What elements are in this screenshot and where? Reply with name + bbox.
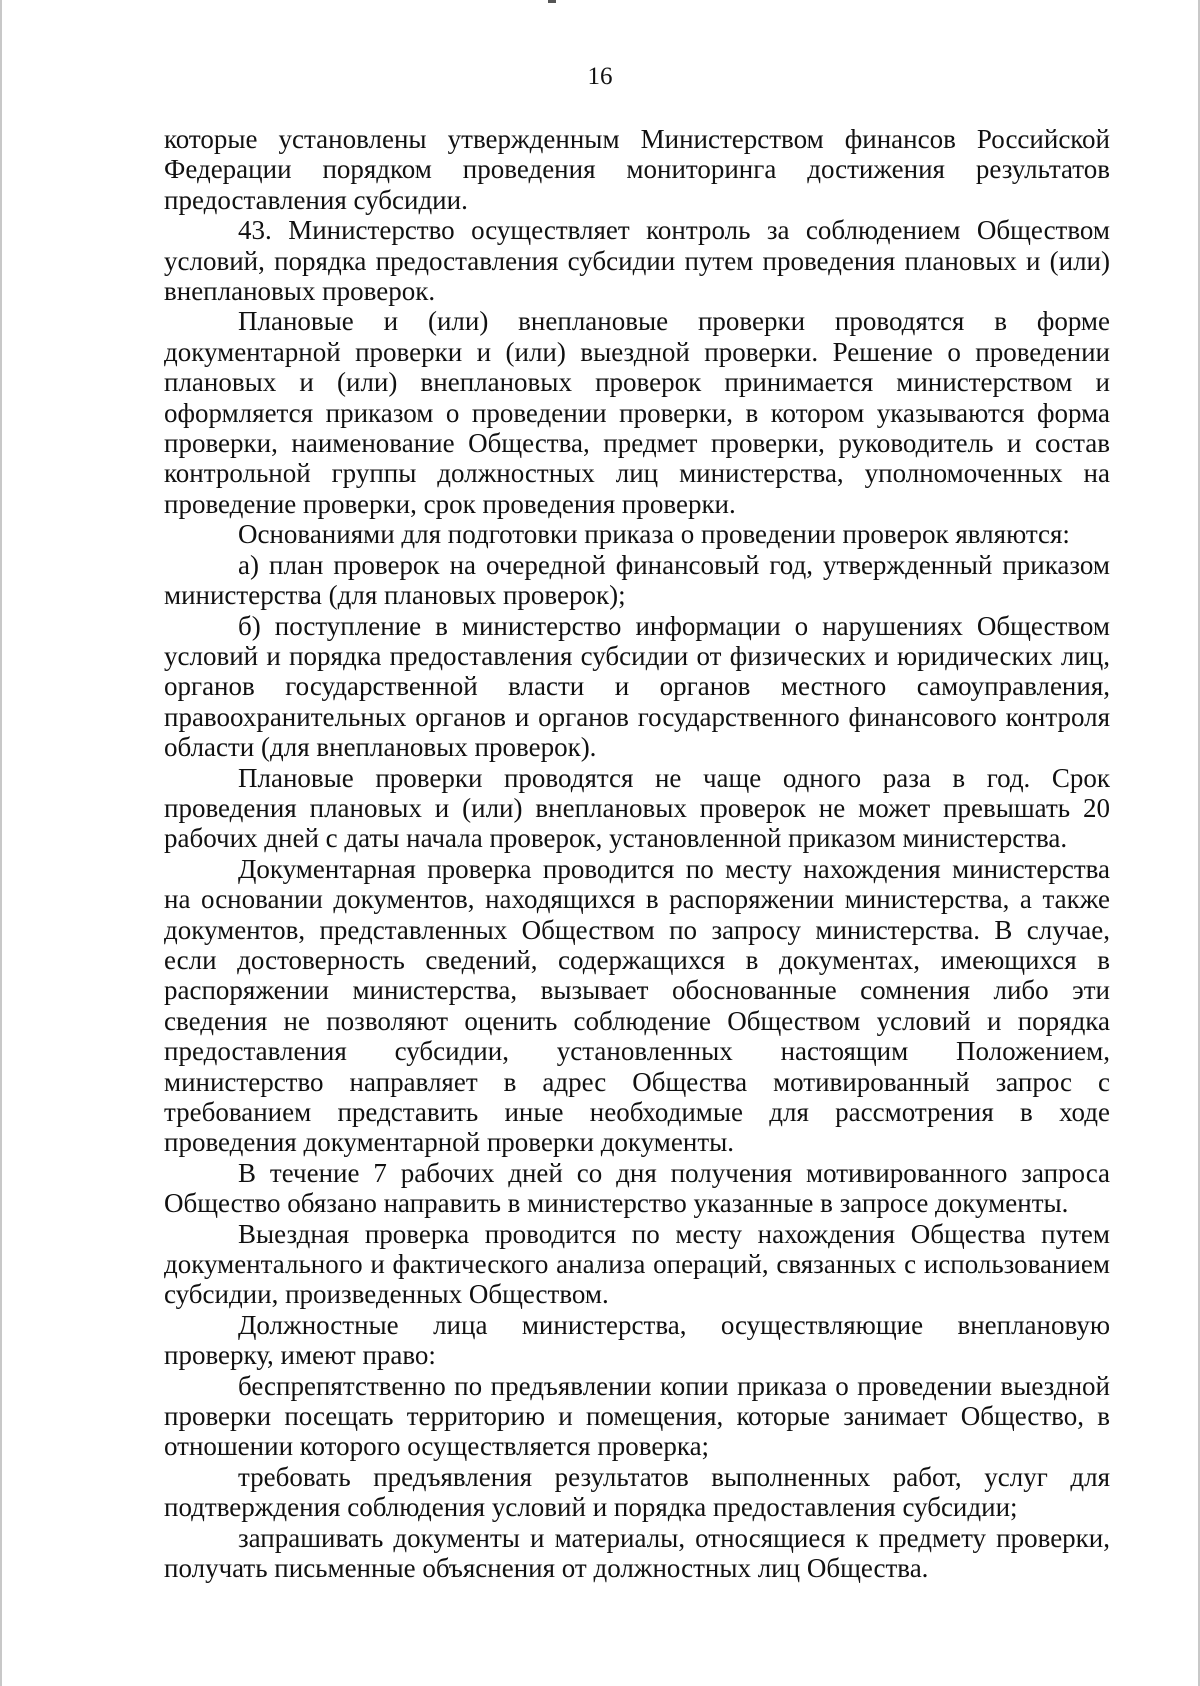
paragraph: требовать предъявления результатов выполненных работ, услуг для подтверждения соблюдения условий и порядка предоставления субсидии; [164, 1461, 1110, 1523]
scan-edge-left [0, 0, 2, 1686]
page-number: 16 [587, 63, 613, 90]
paragraph: Плановые и (или) внеплановые проверки проводятся в форме документарной проверки и (или) выездной проверки. Решение о проведении плановых и (или) внеплановых проверок принимается министерством и оформляется приказом о проведении проверки, в котором указываются форма проверки, наименование Общества, предмет проверки, руководитель и состав контрольной группы должностных лиц министерства, уполномоченных на проведение проверки, срок проведения проверки. [164, 306, 1110, 519]
paragraph: беспрепятственно по предъявлении копии приказа о проведении выездной проверки посещать территорию и помещения, которые занимает Общество, в отношении которого осуществляется проверка; [164, 1370, 1110, 1462]
paragraph: которые установлены утвержденным Министерством финансов Российской Федерации порядком проведения мониторинга достижения результатов предоставления субсидии. [164, 124, 1110, 215]
document-body [164, 124, 1110, 1584]
paragraph: В течение 7 рабочих дней со дня получения мотивированного запроса Общество обязано направить в министерство указанные в запросе документы. [164, 1157, 1110, 1219]
paragraph: запрашивать документы и материалы, относящиеся к предмету проверки, получать письменные объяснения от должностных лиц Общества. [164, 1522, 1110, 1584]
paragraph: Плановые проверки проводятся не чаще одного раза в год. Срок проведения плановых и (или) внеплановых проверок не может превышать 20 рабочих дней с даты начала проверок, установленной приказом министерства. [164, 762, 1110, 854]
paragraph: Основаниями для подготовки приказа о проведении проверок являются: [238, 519, 1070, 550]
paragraph: а) план проверок на очередной финансовый год, утвержденный приказом министерства (для плановых проверок); [164, 549, 1110, 611]
paragraph: Выездная проверка проводится по месту нахождения Общества путем документального и фактического анализа операций, связанных с использованием субсидии, произведенных Обществом. [164, 1218, 1110, 1310]
paragraph: 43. Министерство осуществляет контроль за соблюдением Обществом условий, порядка предоставления субсидии путем проведения плановых и (или) внеплановых проверок. [164, 215, 1110, 307]
paragraph: Документарная проверка проводится по месту нахождения министерства на основании документов, находящихся в распоряжении министерства, а также документов, представленных Обществом по запросу министерства. В случае, если достоверность сведений, содержащихся в документах, имеющихся в распоряжении министерства, вызывает обоснованные сомнения либо эти сведения не позволяют оценить соблюдение Обществом условий и порядка предоставления субсидии, установленных настоящим Положением, министерство направляет в адрес Общества мотивированный запрос с требованием представить иные необходимые для рассмотрения в ходе проведения документарной проверки документы. [164, 853, 1110, 1158]
paragraph: Должностные лица министерства, осуществляющие внеплановую проверку, имеют право: [164, 1309, 1110, 1371]
scan-artifact-mark [548, 0, 556, 3]
paragraph: б) поступление в министерство информации о нарушениях Обществом условий и порядка предоставления субсидии от физических и юридических лиц, органов государственной власти и органов местного самоуправления, правоохранительных органов и органов государственного финансового контроля области (для внеплановых проверок). [164, 610, 1110, 763]
